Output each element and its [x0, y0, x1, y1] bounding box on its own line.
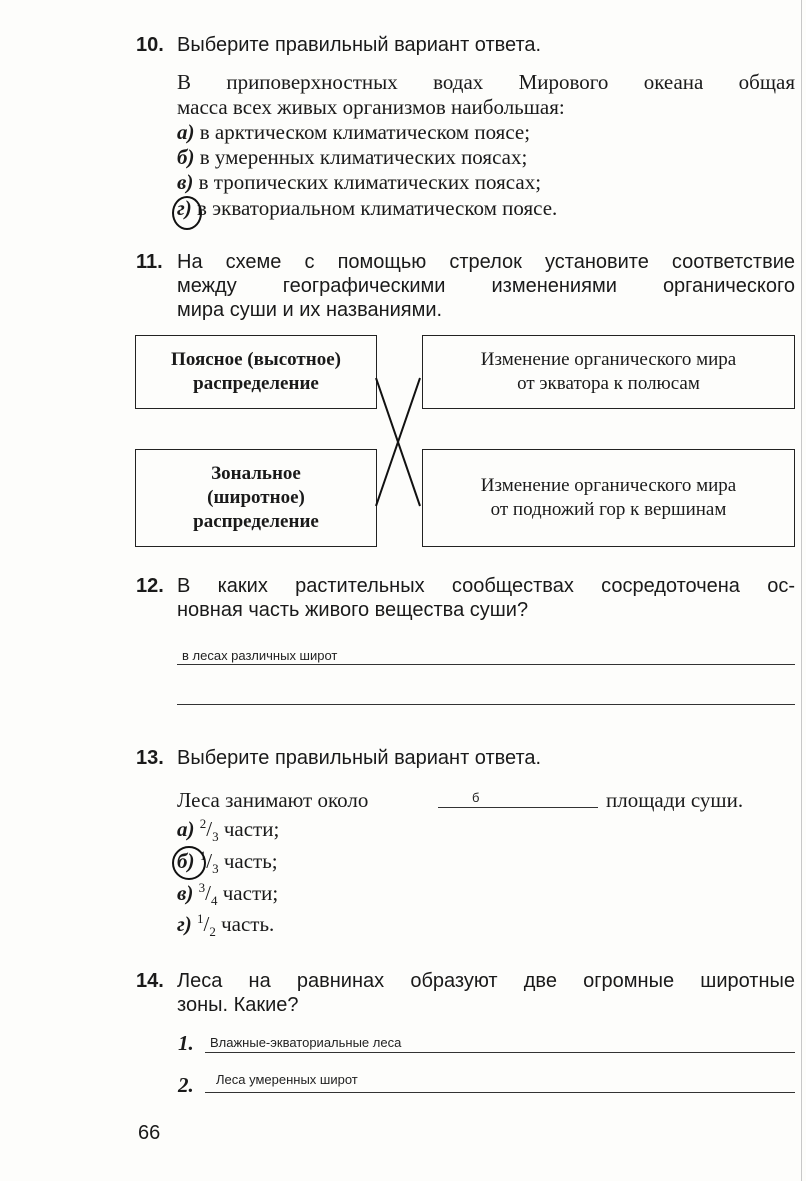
box-line: распределение [193, 511, 319, 532]
fraction-denominator: 4 [210, 893, 218, 909]
question-10-option-d [177, 196, 557, 221]
answer-blank-line [438, 807, 598, 808]
answer-line [177, 704, 795, 705]
question-13-option-d: г) $^1/_2$ часть. [177, 911, 275, 940]
handwritten-answer-circle [172, 846, 206, 880]
fraction-numerator: 3 [198, 880, 206, 895]
page-number: 66 [138, 1122, 161, 1144]
question-13-blank-answer: б [472, 790, 480, 805]
question-14-answer-1: Влажные-экваториальные леса [210, 1035, 402, 1050]
option-text: части; [222, 881, 279, 905]
fraction-denominator: 3 [212, 829, 219, 845]
fraction-denominator: 3 [212, 861, 219, 877]
box-line: Поясное (высотное) [171, 349, 341, 370]
box-line: от экватора к полюсам [517, 373, 700, 394]
option-text: часть. [221, 912, 275, 936]
option-text: в арктическом климатическом поясе; [199, 120, 531, 144]
question-11-line-2: между географическими изменениями органического [177, 275, 795, 297]
option-letter: а) [177, 120, 195, 144]
box-line: распределение [193, 373, 319, 394]
question-10-number: 10. [136, 34, 164, 56]
question-14-line-1: Леса на равнинах образуют две огромные широтные [177, 970, 795, 992]
answer-line [177, 664, 795, 665]
fraction-numerator: 1 [197, 911, 204, 926]
question-10-statement-line-1: В приповерхностных водах Мирового океана общая [177, 70, 795, 94]
question-11-number: 11. [136, 251, 163, 273]
page-edge-line [801, 0, 802, 1181]
option-text: в тропических климатических поясах; [198, 170, 542, 194]
question-10-statement-line-2: масса всех живых организмов наибольшая: [177, 95, 565, 119]
box-line: от подножий гор к вершинам [490, 499, 727, 520]
question-14-answer-2: Леса умеренных широт [216, 1072, 358, 1087]
box-latitudinal-distribution [135, 449, 377, 547]
question-14-number: 14. [136, 970, 164, 992]
option-letter: б) [177, 849, 195, 873]
box-line: Изменение органического мира [480, 349, 737, 370]
question-11-line-1: На схеме с помощью стрелок установите соответствие [177, 251, 795, 273]
option-text: часть; [223, 849, 278, 873]
question-13-option-a: а) $^2/_3$ части; [177, 816, 280, 845]
question-10-option-c [177, 170, 541, 195]
question-11-line-3: мира суши и их названиями. [177, 299, 443, 321]
box-line: Зональное [211, 463, 301, 484]
option-letter: г) [177, 196, 192, 220]
option-letter: в) [177, 170, 194, 194]
fraction-numerator: 2 [199, 816, 207, 831]
box-foot-to-summit [422, 449, 795, 547]
question-13-stem-start: Леса занимают около [177, 788, 369, 812]
question-13-option-b: б) $^1/_3$ часть; [177, 848, 278, 877]
question-10-option-b [177, 145, 527, 170]
question-10-option-a [177, 120, 530, 145]
question-12-line-1: В каких растительных сообществах сосредоточена ос- [177, 575, 795, 597]
fraction-denominator: 2 [209, 924, 216, 940]
question-13-instruction: Выберите правильный вариант ответа. [177, 747, 542, 769]
question-10-instruction: Выберите правильный вариант ответа. [177, 34, 542, 56]
question-13-stem-end: площади суши. [606, 788, 744, 812]
option-letter: в) [177, 881, 194, 905]
option-letter: г) [177, 912, 192, 936]
option-letter: а) [177, 817, 195, 841]
box-equator-to-poles [422, 335, 795, 409]
answer-number: 2. [178, 1073, 194, 1097]
question-14-line-2: зоны. Какие? [177, 994, 299, 1016]
question-13-number: 13. [136, 747, 164, 769]
box-line: Изменение органического мира [480, 475, 737, 496]
question-12-answer: в лесах различных широт [182, 648, 338, 663]
matching-lines [370, 370, 430, 510]
answer-line [205, 1092, 795, 1093]
box-altitudinal-distribution [135, 335, 377, 409]
option-text: в экваториальном климатическом поясе. [197, 196, 558, 220]
box-line: (широтное) [207, 487, 305, 508]
handwritten-answer-circle [172, 196, 202, 230]
answer-line [205, 1052, 795, 1053]
question-12-number: 12. [136, 575, 164, 597]
option-letter: б) [177, 145, 195, 169]
question-12-line-2: новная часть живого вещества суши? [177, 599, 529, 621]
option-text: в умеренных климатических поясах; [199, 145, 528, 169]
answer-number: 1. [178, 1031, 194, 1055]
question-13-option-c: в) $^3/_4$ части; [177, 880, 279, 909]
option-text: части; [223, 817, 280, 841]
fraction-numerator: 1 [199, 848, 207, 863]
